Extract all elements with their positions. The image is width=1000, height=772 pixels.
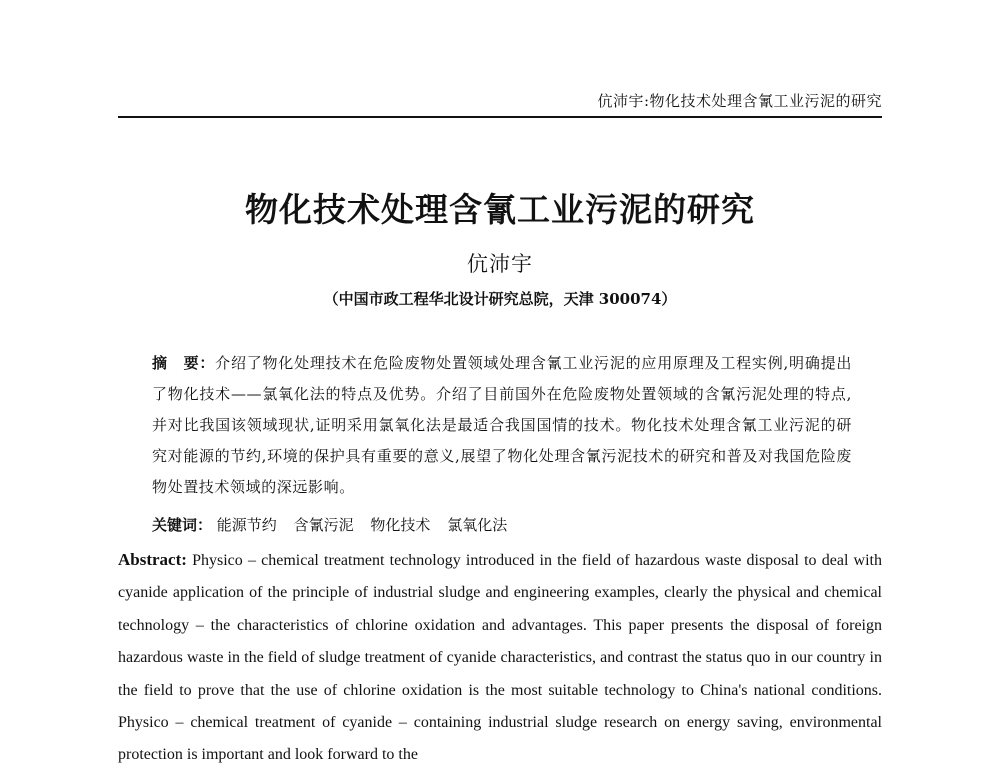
keyword-item: 能源节约 — [216, 516, 277, 534]
author-affiliation: （中国市政工程华北设计研究总院，天津 300074） — [323, 290, 677, 308]
running-header: 伉沛宇:物化技术处理含氰工业污泥的研究 — [597, 92, 882, 110]
keyword-item: 氯氧化法 — [447, 516, 508, 534]
keyword-item: 物化技术 — [370, 516, 431, 534]
paper-title: 物化技术处理含氰工业污泥的研究 — [245, 190, 755, 229]
header-rule — [118, 116, 882, 118]
chinese-abstract-text: 介绍了物化处理技术在危险废物处置领域处理含氰工业污泥的应用原理及工程实例,明确提出了物化技术——氯氧化法的特点及优势。介绍了目前国外在危险废物处置领域的含氰污泥处理的特点,并对比我国该领域现状,证明采用氯氧化法是最适合我国国情的技术。物化技术处理含氰工业污泥的研究对能源的节约,环境的保护具有重要的意义,展望了物化处理含氰污泥技术的研究和普及对我国危险废物处置技术领域的深远影响。 — [152, 354, 852, 496]
chinese-abstract — [152, 348, 852, 503]
english-abstract-label: Abstract: — [118, 550, 187, 569]
english-abstract-text: Physico – chemical treatment technology introduced in the field of hazardous waste disposal to deal with cyanide application of the principle of industrial sludge and engineering examples, clearly the physical and chemical technology – the characteristics of chlorine oxidation and advantages. This paper presents the disposal of foreign hazardous waste in the field of sludge treatment of cyanide characteristics, and contrast the status quo in our country in the field to prove that the use of chlorine oxidation is the most suitable technology to China's national conditions. Physico – chemical treatment of cyanide – containing industrial sludge research on energy saving, environmental protection is important and look forward to the — [118, 552, 883, 764]
author-name: 伉沛宇 — [467, 252, 533, 276]
chinese-abstract-label: 摘 要： — [152, 354, 216, 372]
keywords — [152, 510, 852, 541]
keyword-item: 含氰污泥 — [293, 516, 354, 534]
english-abstract — [118, 544, 882, 772]
keywords-label: 关键词： — [152, 516, 213, 534]
